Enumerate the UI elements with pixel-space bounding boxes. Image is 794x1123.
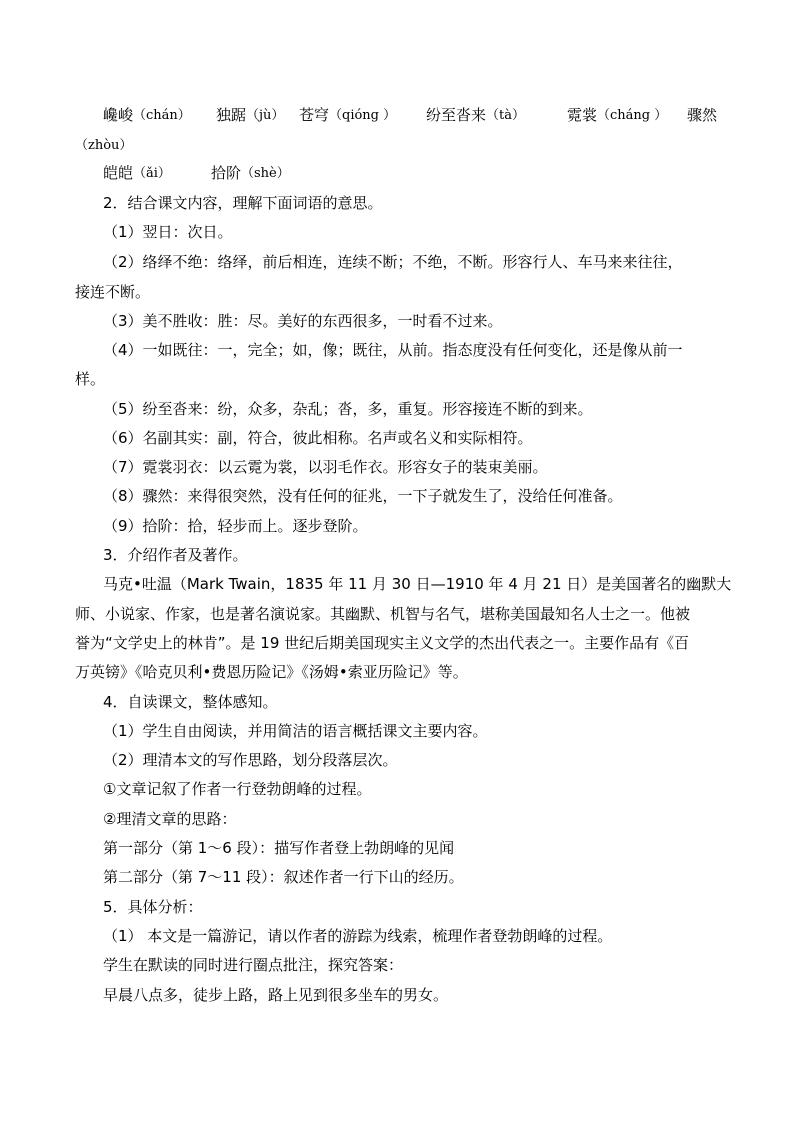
definition-item: （2）络绎不绝：络绎，前后相连，连续不断；不绝，不断。形容行人、车马来来往往， (103, 253, 683, 271)
vocab-word: 骤然 (687, 106, 718, 124)
author-paragraph-line: 万英镑》《哈克贝利•费恩历险记》《汤姆•索亚历险记》等。 (75, 663, 468, 681)
body-line: ②理清文章的思路： (103, 810, 237, 828)
author-paragraph-line: 马克•吐温（Mark Twain，1835 年 11 月 30 日—1910 年 4 月 21 日）是美国著名的幽默大 (103, 575, 732, 593)
vocab-pinyin: （zhòu） (75, 138, 133, 153)
vocab-word: 拾阶 (211, 164, 242, 182)
author-paragraph-line: 誉为“文学史上的林肯”。是 19 世纪后期美国现实主义文学的杰出代表之一。主要作品有《百 (75, 634, 690, 652)
vocab-pinyin: （shè） (241, 166, 290, 181)
definition-item: （7）霓裳羽衣：以云霓为裳，以羽毛作衣。形容女子的装束美丽。 (103, 458, 548, 476)
definition-item: （8）骤然：来得很突然，没有任何的征兆，一下子就发生了，没给任何准备。 (103, 487, 623, 505)
definition-item-continued: 样。 (75, 370, 106, 388)
body-line: 第二部分（第 7～11 段）：叙述作者一行下山的经历。 (103, 868, 464, 886)
section-heading: 5．具体分析： (103, 898, 203, 916)
definition-item: （3）美不胜收：胜：尽。美好的东西很多，一时看不过来。 (103, 312, 503, 330)
vocab-word: 巉峻 (103, 106, 134, 124)
vocab-pinyin: （tà） (486, 108, 525, 123)
body-line: 第一部分（第 1～6 段）：描写作者登上勃朗峰的见闻 (103, 839, 455, 857)
definition-item: （6）名副其实：副，符合，彼此相称。名声或名义和实际相符。 (103, 429, 533, 447)
body-line: （1）学生自由阅读，并用简洁的语言概括课文主要内容。 (103, 722, 488, 740)
vocab-word: 苍穹 (299, 106, 330, 124)
body-line: ①文章记叙了作者一行登勃朗峰的过程。 (103, 780, 372, 798)
vocab-row-2 (103, 163, 403, 183)
vocab-word: 霓裳 (567, 106, 598, 124)
body-line: （1） 本文是一篇游记，请以作者的游踪为线索，梳理作者登勃朗峰的过程。 (103, 927, 613, 945)
definition-item-continued: 接连不断。 (75, 283, 151, 301)
body-line: （2）理清本文的写作思路，划分段落层次。 (103, 751, 398, 769)
author-paragraph-line: 师、小说家、作家，也是著名演说家。其幽默、机智与名气，堪称美国最知名人士之一。他被 (75, 605, 691, 623)
body-line: 早晨八点多，徒步上路，路上见到很多坐车的男女。 (103, 986, 449, 1004)
section-heading: 3．介绍作者及著作。 (103, 546, 248, 564)
section-heading: 4．自读课文，整体感知。 (103, 693, 278, 711)
definition-item: （5）纷至沓来：纷，众多，杂乱；沓，多，重复。形容接连不断的到来。 (103, 400, 593, 418)
vocab-pinyin: （chán） (133, 108, 191, 123)
vocab-row-1 (103, 105, 763, 125)
vocab-word: 独踞 (216, 106, 247, 124)
vocab-pinyin: （cháng ） (597, 108, 668, 123)
vocab-pinyin: （jù） (246, 108, 285, 123)
vocab-pinyin: （ǎi） (133, 166, 171, 181)
vocab-word: 纷至沓来 (426, 106, 487, 124)
body-line: 学生在默读的同时进行圈点批注，探究答案： (103, 956, 404, 974)
vocab-word: 皑皑 (103, 164, 134, 182)
definition-item: （1）翌日：次日。 (103, 223, 233, 241)
section-heading: 2．结合课文内容，理解下面词语的意思。 (103, 194, 383, 212)
definition-item: （4）一如既往：一，完全；如，像；既往，从前。指态度没有任何变化，还是像从前一 (103, 341, 683, 359)
vocab-pinyin: （qióng ） (329, 108, 397, 123)
definition-item: （9）拾阶：拾，轻步而上。逐步登阶。 (103, 517, 368, 535)
